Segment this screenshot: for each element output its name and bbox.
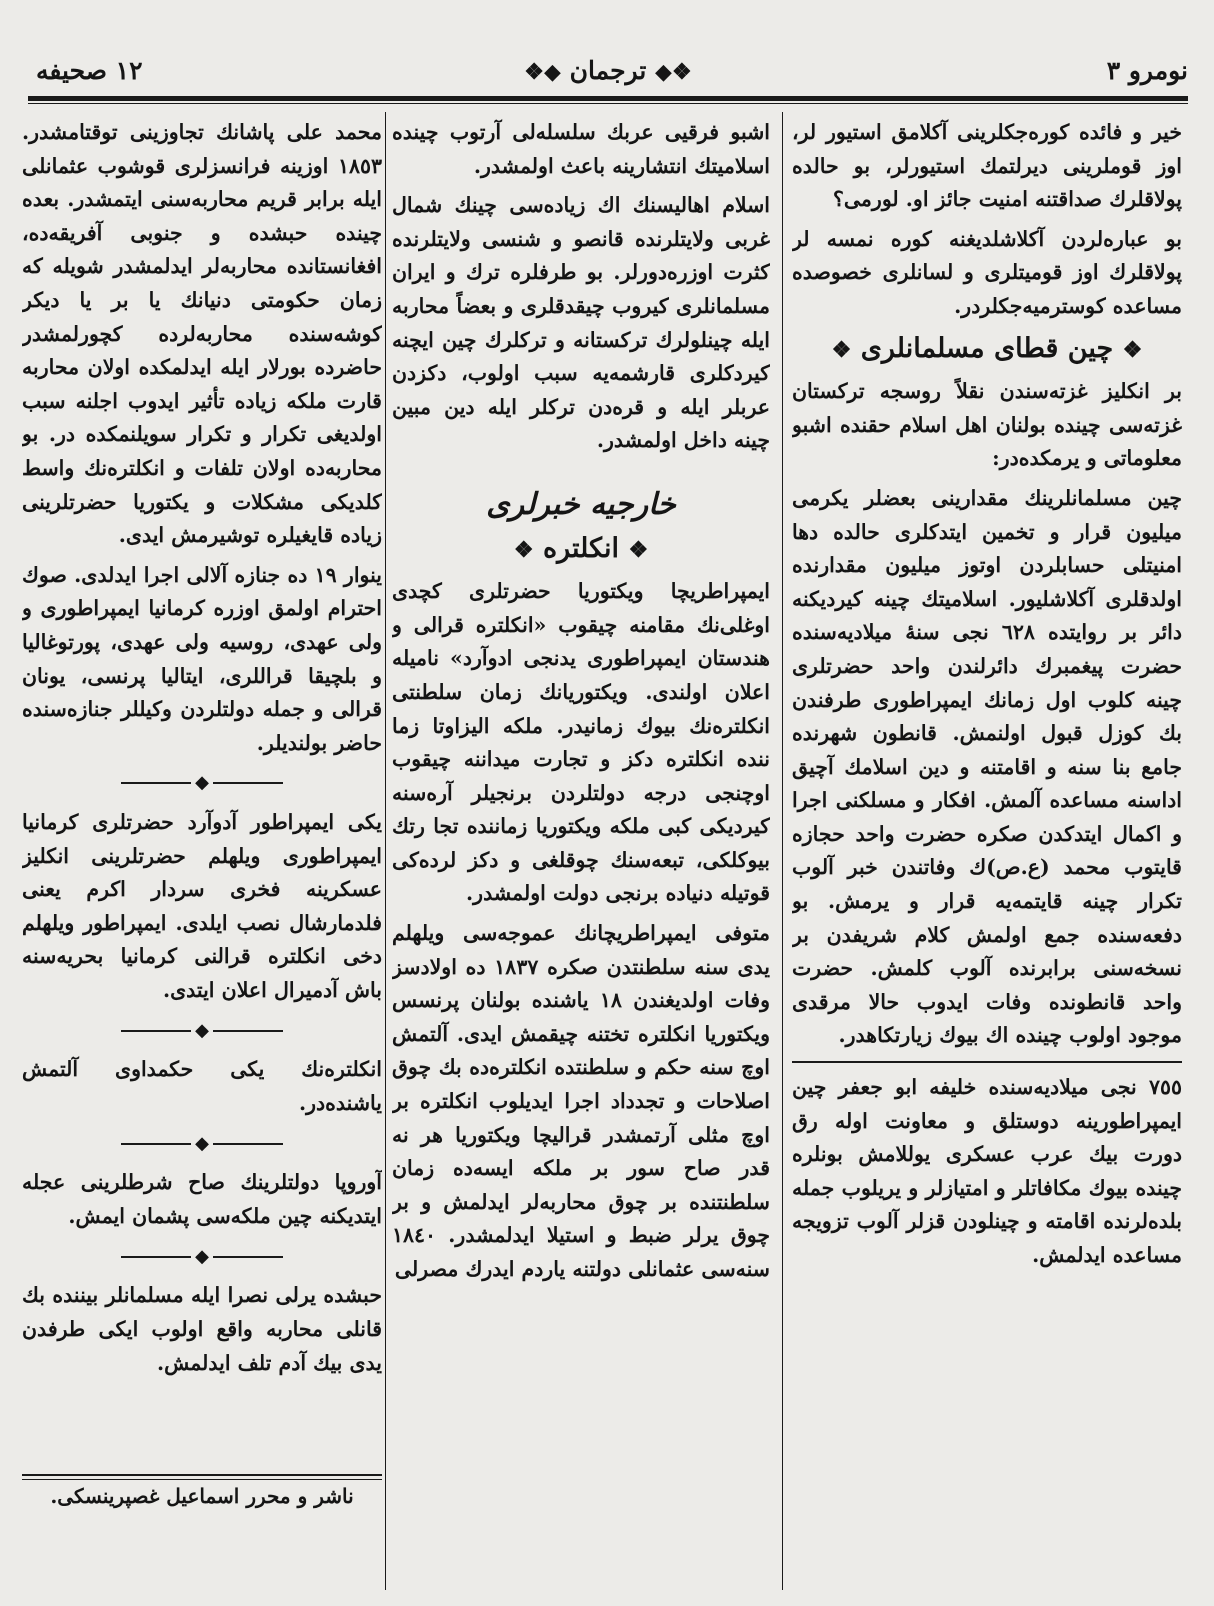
left-paragraph-2: ينوار ١٩ ده جنازه آلالى اجرا ايدلدى. صوك احترام اولمق اوزره كرمانيا ايمپراطورى و ولى عهدى، روسيه ولى عهدى، پورتوغاليا و بلچيقا قراللرى، ايتاليا پرنسى، يونان قرالى و جمله دولتلردن وكيللر جنازه‌سنده حاضر بولنديلر. — [22, 562, 382, 755]
england-heading — [392, 532, 770, 568]
left-paragraph-4: انكلتره‌نك يكى حكمداوى آلتمش ياشنده‌در. — [22, 1057, 382, 1116]
middle-paragraph-3: ايمپراطريچا ويكتوريا حضرتلرى كچدى اوغلى‌نك مقامنه چيقوب «انكلتره قرالى و هندستان ايمپراطورى يدنجى ادوآرد» ناميله اعلان اولندى. ويكتوريانك زمان سلطنتى انكلتره‌نك بيوك زمانيدر. ملكه اليزاوتا زما ننده انكلتره دكز و تجارت ميداننه چيقوب اوچنجى درجه دولتلردن برنجيلر آره‌سنه كيرديكى كبى ملكه ويكتوريا زماننده تجا رتك بيوكلكى، تبعه‌سنك چوقلغى و دكز لرده‌كى قوتيله دنياده برنجى دولت اولمشدر. — [392, 579, 770, 906]
left-paragraph-3: يكى ايمپراطور آدوآرد حضرتلرى كرمانيا ايمپراطورى ويلهلم حضرتلرينى انكليز عسكرينه فخرى سردار اكرم يعنى فلدمارشال نصب ايلدى. ايمپراطور ويلهلم دخى انكلتره قرالنى كرمانيا بحريه‌سنه باش آدميرال اعلان ايتدى. — [22, 810, 382, 1003]
middle-paragraph-1: اشبو فرقيى عربك سلسله‌لى آرتوب چينده اسلاميتك انتشارينه باعث اولمشدر. — [392, 120, 770, 178]
left-paragraph-6: حبشده يرلى نصرا ايله مسلمانلر بيننده بك قانلى محاربه واقع اولوب ايكى طرفدن يدى بيك آدم تلف ايدلمش. — [22, 1283, 382, 1375]
right-column-rule — [792, 1061, 1182, 1063]
right-ornament-icon: ◆❖ — [524, 59, 561, 85]
right-paragraph-1: خير و فائده كوره‌جكلرينى آكلامق استيور لر، اوز قوملرينى ديرلتمك استيورلر، بو حالده پولاقلرك صداقتنه امنيت جائز او. لورمى؟ — [792, 120, 1182, 212]
separator — [22, 766, 382, 800]
newspaper-title-block — [508, 56, 708, 85]
china-muslims-title: چين قطاى مسلمانلرى — [860, 332, 1114, 364]
footer-rule-thick — [22, 1474, 382, 1476]
left-paragraph-5: آوروپا دولتلرينك صاح شرطلرينى عجله ايتديكنه چين ملكه‌سى پشمان ايمش. — [22, 1170, 382, 1229]
right-paragraph-3: بر انكليز غزته‌سندن نقلاً روسجه تركستان غزته‌سى چينده بولنان اهل اسلام حقنده اشبو معلوماتى و يرمكده‌در: — [792, 379, 1182, 471]
right-column — [792, 116, 1182, 1596]
right-paragraph-4: چين مسلمانلرينك مقدارينى بعضلر يكرمى ميليون قرار و تخمين ايتدكلرى حالده دها امنيتلى حسابلردن اوتوز ميليون مقدارنده اولدقلرى آكلاشليور. اسلاميتك چينه كيرديكنه دائر بر روايتده ٦٢٨ نجى سنهٔ ميلاديه‌سنده حضرت پيغمبرك دائرلندن واحد حضرتلرى چينه كلوب اول زمانك ايمپراطورى طرفندن بك كوزل قبول اولنمش. قانطون شهرنده جامع بنا سنه و اقامتنه و دين اسلامك آچيق اداسنه مساعده آلمش. افكار و مسلكنى اجرا و اكمال ايتدكدن صكره حضرت واحد حجازه قايتوب محمد (ع.ص)ك وفاتندن خبر آلوب تكرار چينه قايتمه‌يه قرار و يرمش. بو دفعه‌سنده جمع اولمش كلام شريفدن بر نسخه‌سنى برابرنده آلوب كلمش. حضرت واحد قانطونده وفات ايدوب حالا مرقدى موجود اولوب چينده اك بيوك زيارتكاهدر. — [792, 485, 1182, 1048]
heading-ornament-icon: ❖ — [513, 536, 534, 563]
china-muslims-heading — [792, 332, 1182, 368]
column-divider-left — [385, 112, 386, 1590]
left-ornament-icon: ❖◆ — [655, 59, 692, 85]
foreign-news-heading: خارجيه خبرلرى — [486, 486, 676, 522]
right-paragraph-2: بو عباره‌لردن آكلاشلديغنه كوره نمسه لر پولاقلرك اوز قوميتلرى و لسانلرى خصوصده مساعده كوسترميه‌جكلردر. — [792, 226, 1182, 318]
diamond-icon: ◆ — [195, 1132, 209, 1154]
header-rule-thick — [28, 96, 1188, 101]
footer-rule-thin — [22, 1479, 382, 1480]
column-divider-right — [782, 112, 783, 1590]
header-rule-thin — [28, 103, 1188, 104]
middle-paragraph-4: متوفى ايمپراطريچانك عموجه‌سى ويلهلم يدى سنه سلطنتدن صكره ١٨٣٧ ده اولادسز وفات اولديغندن ١٨ ياشنده بولنان پرنسس ويكتوريا انكلتره تختنه چيقمش ايدى. آلتمش اوچ سنه حكم و سلطنتده انكلتره‌ده بك چوق اصلاحات و تجدداد اجرا ايديلوب انكلتره بر اوچ مثلى آرتمشدر قراليچا ويكتوريا هر نه قدر صاح سور بر ملكه ايسه‌ده زمان سلطنتنده بر چوق محاربه‌لر ايدلمش و بر چوق يرلر ضبط و استيلا ايدلمشدر. ١٨٤٠ سنه‌سى عثمانلى دولتنه ياردم ايدرك مصرلى — [392, 921, 770, 1281]
newspaper-title: ترجمان — [569, 56, 647, 85]
publisher-line: ناشر و محرر اسماعيل غصپرينسكى. — [50, 1484, 354, 1508]
right-paragraph-5: ٧٥٥ نجى ميلاديه‌سنده خليفه ابو جعفر چين ايمپراطورينه دوستلق و معاونت اوله رق دورت بيك عرب عسكرى يوللامش بونلره چينده بيوك مكافاتلر و امتيازلر و يريلوب جمله بلده‌لرنده اقامته و چينلودن قزلر آلوب تزويجه مساعده ايدلمش. — [792, 1075, 1182, 1267]
issue-number-label: نومرو ٣ — [1106, 56, 1188, 85]
heading-ornament-icon: ❖ — [831, 336, 852, 363]
heading-ornament-icon: ❖ — [628, 536, 649, 563]
diamond-icon: ◆ — [195, 772, 209, 794]
left-column — [22, 116, 382, 1466]
middle-column — [392, 116, 770, 1596]
diamond-icon: ◆ — [195, 1245, 209, 1267]
diamond-icon: ◆ — [195, 1019, 209, 1041]
england-title: انكلتره — [542, 532, 620, 564]
page-header — [28, 52, 1188, 96]
left-paragraph-1: محمد على پاشانك تجاوزينى توقتامشدر. ١٨٥٣ اوزينه فرانسزلرى قوشوب عثمانلى ايله برابر قريم محاربه‌سنى ايتمشدر. بعده چينده حبشده و جنوبى آفريقه‌ده، افغانستانده محاربه‌لر ايدلمشدر شويله كه زمان حكومتى دنيانك يا بر يا ديكر كوشه‌سنده محاربه‌لرده كچورلمشدر حاضرده بورلار ايله ايدلمكده اولان محاربه قارت ملكه زياده تأثير ايدوب اجلنه سبب اولديغى تكرار و تكرار سويلنمكده در. بو محاربه‌ده اولان تلفات و انكلتره‌نك واسط كلديكى مشكلات و يكتوريا حضرتلرينى زياده قايغيلره توشيرمش ايدى. — [22, 120, 382, 548]
middle-paragraph-2: اسلام اهاليسنك اك زياده‌سى چينك شمال غربى ولايتلرنده قانصو و شنسى ولايتلرنده كثرت اوزره‌دورلر. بو طرفلره ترك و ايران مسلمانلرى كيروب چيقدقلرى و بعضاً محاربه ايله چينلولرك تركستانه و تركلرك چين ايچنه كيردكلرى قارشمه‌يه سبب اولوب، دكزدن عربلر ايله و قره‌دن تركلر ايله دين مبين چينه داخل اولمشدر. — [392, 193, 770, 453]
heading-ornament-icon: ❖ — [1122, 336, 1143, 363]
separator — [22, 1240, 382, 1274]
page-number-label: ١٢ صحيفه — [36, 56, 143, 85]
separator — [22, 1127, 382, 1161]
separator — [22, 1014, 382, 1048]
